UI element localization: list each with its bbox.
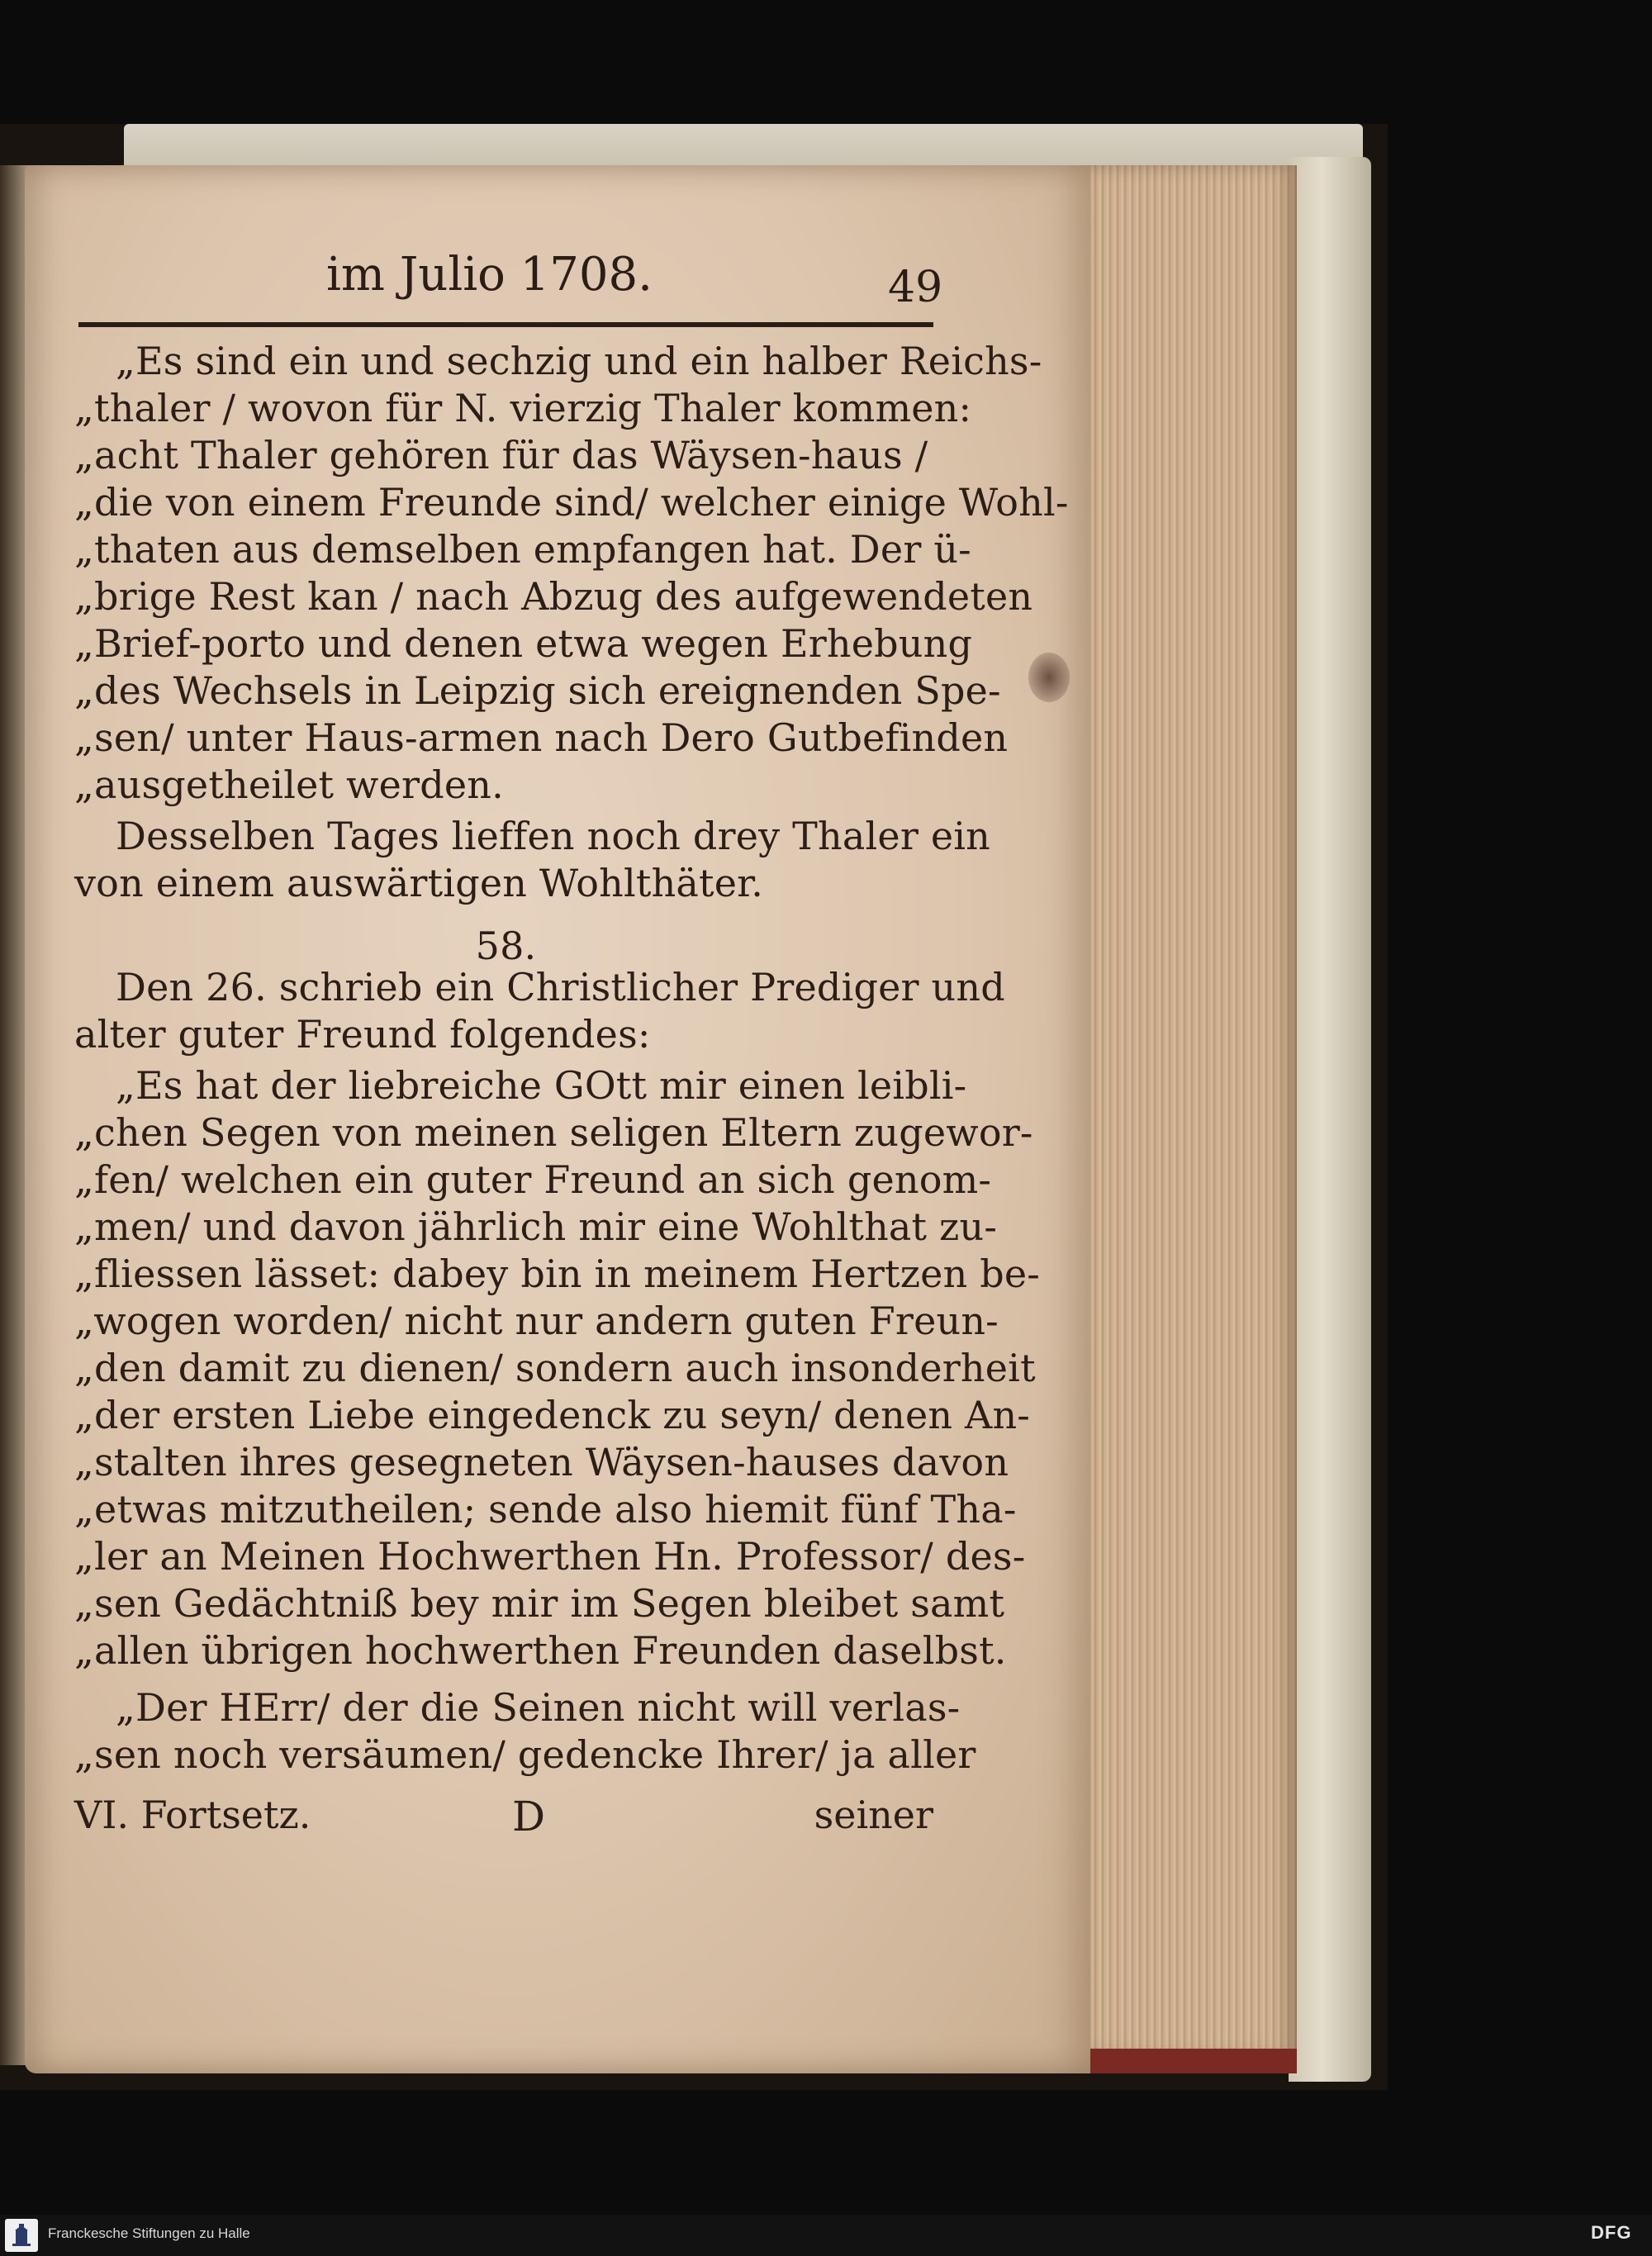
text-line: „acht Thaler gehören für das Wäysen-haus /: [74, 433, 928, 477]
text-line: „Brief-porto und denen etwa wegen Erhebung: [74, 621, 973, 666]
text-line: „allen übrigen hochwerthen Freunden daselbst.: [74, 1628, 1007, 1673]
text-line: „stalten ihres gesegneten Wäysen-hauses davon: [74, 1440, 1009, 1484]
header-rule: [78, 322, 933, 327]
text-line: „der ersten Liebe eingedenck zu seyn/ denen An-: [74, 1393, 1031, 1437]
signature-mark: VI. Fortsetz.: [74, 1793, 311, 1837]
text-line: „wogen worden/ nicht nur andern guten Freun-: [74, 1299, 999, 1343]
text-line: „Es hat der liebreiche GOtt mir einen leibli-: [116, 1063, 967, 1108]
footer-institution[interactable]: Franckesche Stiftungen zu Halle: [48, 2225, 250, 2241]
text-line: „sen Gedächtniß bey mir im Segen bleibet samt: [74, 1581, 1005, 1626]
text-line: „fen/ welchen ein guter Freund an sich genom-: [74, 1157, 992, 1202]
red-page-edge: [1090, 2049, 1297, 2073]
catchword: seiner: [814, 1793, 933, 1837]
page-edge-stack: [1090, 165, 1297, 2057]
signature-letter: D: [512, 1793, 546, 1840]
text-line: von einem auswärtigen Wohlthäter.: [74, 861, 764, 905]
text-line: „fliessen lässet: dabey bin in meinem Hertzen be-: [74, 1251, 1041, 1296]
text-line: „etwas mitzutheilen; sende also hiemit fünf Tha-: [74, 1487, 1017, 1532]
text-line: alter guter Freund folgendes:: [74, 1012, 651, 1057]
page-number: 49: [888, 263, 943, 312]
running-header: im Julio 1708.: [326, 248, 653, 302]
text-line: „des Wechsels in Leipzig sich ereignenden Spe-: [74, 668, 1001, 713]
text-line: „thaler / wovon für N. vierzig Thaler kommen:: [74, 386, 972, 430]
text-line: Den 26. schrieb ein Christlicher Prediger und: [116, 965, 1005, 1009]
text-line: „die von einem Freunde sind/ welcher einige Wohl-: [74, 480, 1069, 525]
text-line: „chen Segen von meinen seligen Eltern zugewor-: [74, 1110, 1033, 1155]
text-line: „Es sind ein und sechzig und ein halber Reichs-: [116, 339, 1042, 383]
footer-dfg-logo[interactable]: DFG: [1591, 2222, 1632, 2243]
paper-stain: [1028, 653, 1070, 702]
section-number: 58.: [475, 924, 537, 968]
text-line: „men/ und davon jährlich mir eine Wohlthat zu-: [74, 1204, 998, 1249]
text-line: „ler an Meinen Hochwerthen Hn. Professor/ des-: [74, 1534, 1026, 1579]
text-line: „brige Rest kan / nach Abzug des aufgewendeten: [74, 574, 1033, 619]
text-line: „ausgetheilet werden.: [74, 762, 504, 807]
text-line: „sen/ unter Haus-armen nach Dero Gutbefinden: [74, 715, 1009, 760]
text-line: „thaten aus demselben empfangen hat. Der ü-: [74, 527, 971, 572]
text-line: „den damit zu dienen/ sondern auch insonderheit: [74, 1346, 1036, 1390]
text-line: „Der HErr/ der die Seinen nicht will verlas-: [116, 1685, 961, 1730]
book-cover-right: [1289, 157, 1371, 2082]
text-line: Desselben Tages lieffen noch drey Thaler ein: [116, 814, 991, 858]
institution-logo-icon: [5, 2219, 38, 2252]
text-line: „sen noch versäumen/ gedencke Ihrer/ ja aller: [74, 1732, 976, 1777]
